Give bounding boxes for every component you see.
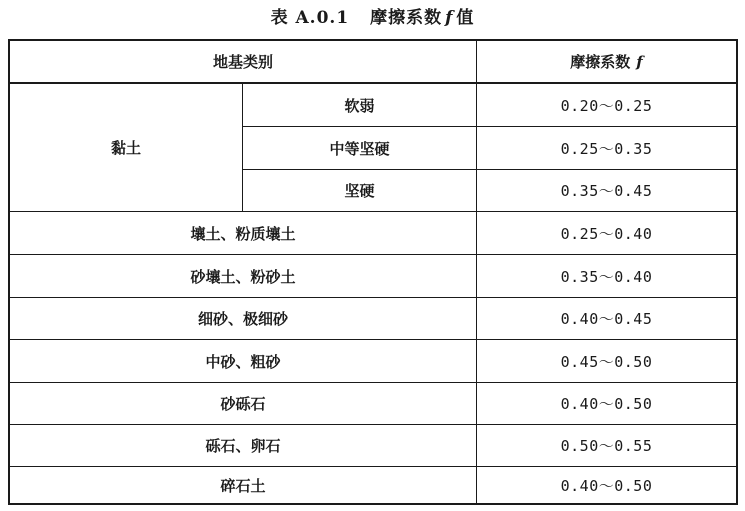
- row-name: 砂壤土、粉砂土: [190, 267, 296, 286]
- clay-soft-name: 软弱: [344, 96, 375, 115]
- row-divider: [10, 211, 736, 212]
- title-number: A.0.1: [295, 8, 350, 28]
- row-divider: [242, 169, 736, 170]
- title-suffix: 值: [456, 8, 475, 28]
- row-value: 0.25～0.40: [560, 224, 653, 243]
- row-name: 细砂、极细砂: [197, 310, 288, 328]
- table-title: [0, 6, 745, 30]
- row-value: 0.35～0.40: [560, 267, 653, 286]
- row-divider: [242, 126, 736, 127]
- clay-medium-name: 中等坚硬: [329, 139, 390, 158]
- row-divider: [10, 297, 736, 298]
- clay-hard-name: 坚硬: [344, 182, 375, 200]
- header-friction-label: 摩擦系数: [570, 53, 631, 71]
- row-divider: [10, 382, 736, 383]
- header-divider: [10, 82, 736, 84]
- title-text: 摩擦系数: [370, 8, 443, 28]
- header-friction: [477, 41, 736, 82]
- row-name: 中砂、粗砂: [205, 352, 281, 371]
- row-value: 0.45～0.50: [560, 352, 653, 371]
- row-value: 0.50～0.55: [560, 437, 653, 455]
- subcolumn-divider: [242, 84, 243, 211]
- friction-table: [8, 39, 738, 505]
- row-name: 砂砾石: [220, 395, 266, 413]
- row-name: 碎石土: [220, 476, 266, 495]
- row-divider: [10, 254, 736, 255]
- row-value: 0.40～0.45: [560, 310, 653, 328]
- header-friction-symbol: f: [636, 52, 643, 71]
- row-name: 砾石、卵石: [205, 437, 281, 455]
- title-prefix: 表: [270, 8, 289, 28]
- header-category: 地基类别: [212, 53, 273, 71]
- row-value: 0.40～0.50: [560, 395, 653, 413]
- clay-label: 黏土: [110, 139, 141, 157]
- clay-soft-value: 0.20～0.25: [560, 96, 653, 115]
- row-divider: [10, 339, 736, 340]
- row-name: 壤土、粉质壤土: [190, 224, 296, 243]
- column-divider: [476, 41, 477, 503]
- row-divider: [10, 424, 736, 425]
- row-value: 0.40～0.50: [560, 476, 653, 495]
- clay-medium-value: 0.25～0.35: [560, 139, 653, 158]
- title-symbol: f: [445, 8, 454, 28]
- row-divider: [10, 466, 736, 467]
- clay-hard-value: 0.35～0.45: [560, 182, 653, 200]
